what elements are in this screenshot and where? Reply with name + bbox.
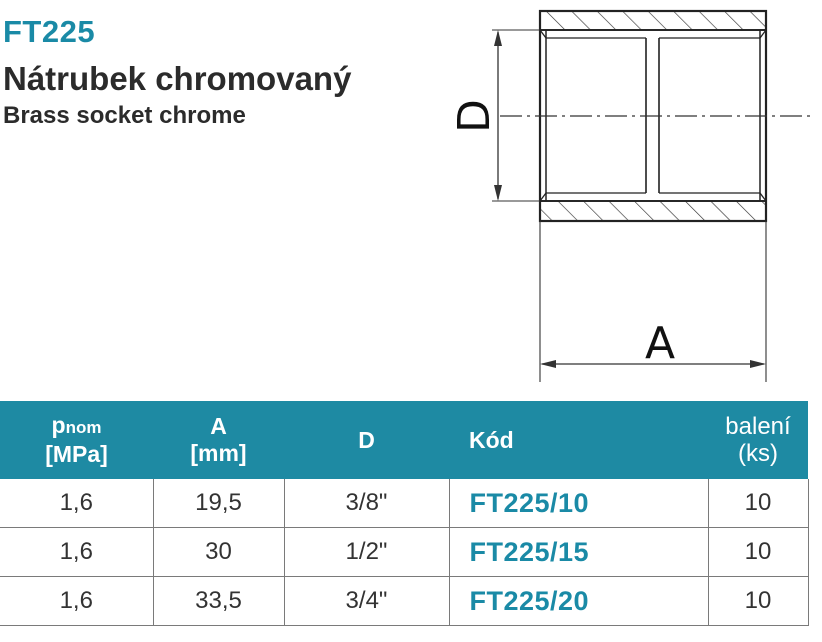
cell-pack: 10 bbox=[708, 528, 808, 577]
spec-table bbox=[0, 401, 809, 626]
cell-pnom: 1,6 bbox=[0, 528, 153, 577]
product-code-title: FT225 bbox=[3, 14, 96, 49]
dimension-a-label: A bbox=[644, 318, 676, 369]
header-a: A [mm] bbox=[153, 401, 284, 479]
cell-pack: 10 bbox=[708, 479, 808, 528]
header-pack: balení (ks) bbox=[708, 401, 808, 479]
header-code: Kód bbox=[449, 401, 708, 479]
product-name-cz: Nátrubek chromovaný bbox=[3, 60, 352, 97]
cell-a: 33,5 bbox=[153, 577, 284, 626]
cell-pnom: 1,6 bbox=[0, 577, 153, 626]
cell-a: 19,5 bbox=[153, 479, 284, 528]
table-row bbox=[0, 577, 808, 626]
cell-pnom: 1,6 bbox=[0, 479, 153, 528]
cell-a: 30 bbox=[153, 528, 284, 577]
socket-wall-bottom bbox=[540, 201, 766, 221]
cell-d: 3/4" bbox=[284, 577, 449, 626]
cell-code: FT225/20 bbox=[449, 577, 708, 626]
header-pnom: pnom [MPa] bbox=[0, 401, 153, 479]
cell-code: FT225/10 bbox=[449, 479, 708, 528]
product-name-en: Brass socket chrome bbox=[3, 102, 246, 129]
table-header-row bbox=[0, 401, 808, 479]
header-d: D bbox=[284, 401, 449, 479]
table-row bbox=[0, 528, 808, 577]
socket-wall-top bbox=[540, 11, 766, 30]
cell-code: FT225/15 bbox=[449, 528, 708, 577]
cell-d: 3/8" bbox=[284, 479, 449, 528]
cell-d: 1/2" bbox=[284, 528, 449, 577]
dimension-d-label: D bbox=[449, 99, 500, 133]
cell-pack: 10 bbox=[708, 577, 808, 626]
table-row bbox=[0, 479, 808, 528]
